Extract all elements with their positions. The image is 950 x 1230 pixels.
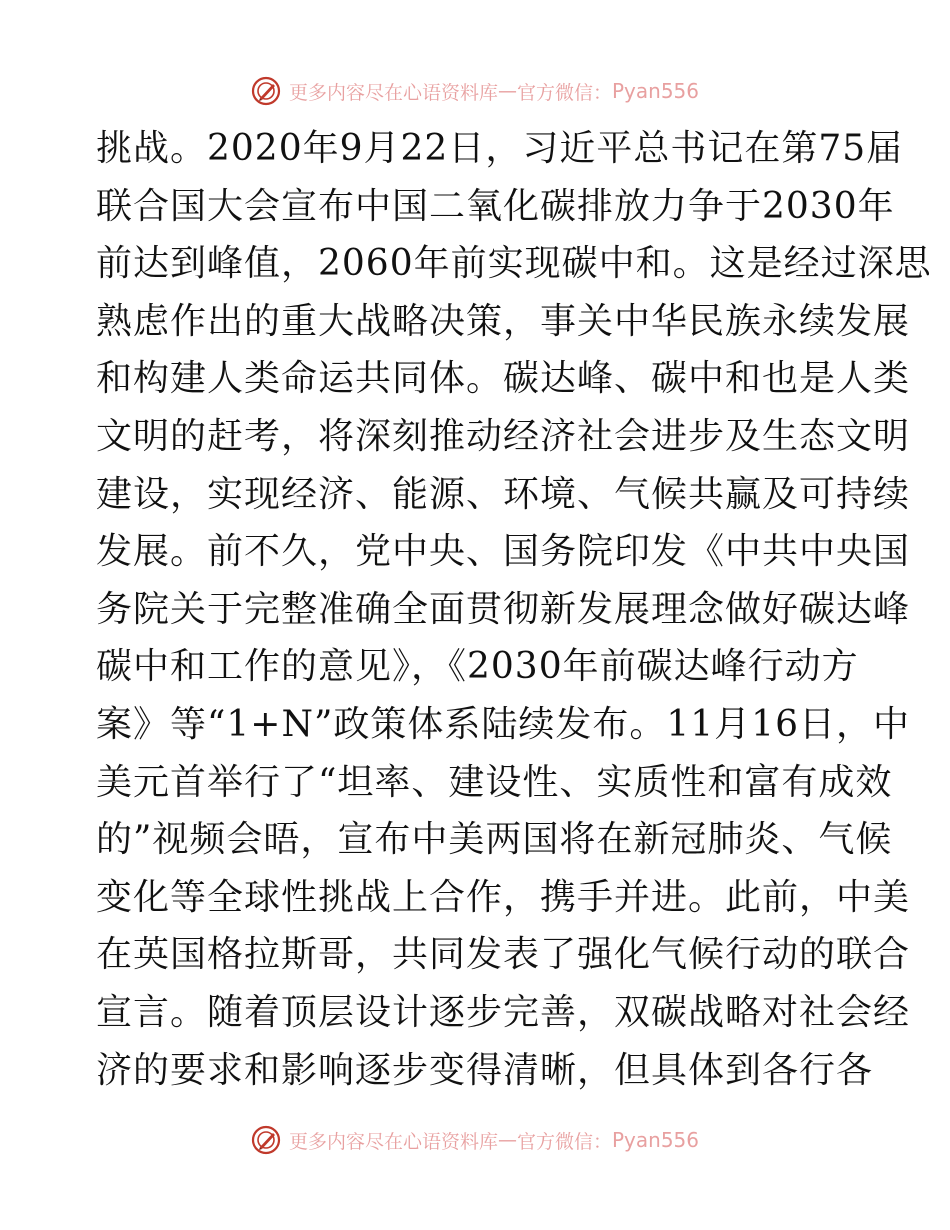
body-line-1: 挑战。2020年9月22日，习近平总书记在第75届 bbox=[96, 128, 904, 169]
body-line-3: 前达到峰值，2060年前实现碳中和。这是经过深思 bbox=[96, 243, 932, 285]
body-line-13: 的”视频会晤，宣布中美两国将在新冠肺炎、气候 bbox=[96, 819, 893, 861]
body-line-11: 案》等“1+N”政策体系陆续发布。11月16日，中 bbox=[96, 703, 910, 745]
footer-official-label: 官方微信： bbox=[516, 1130, 612, 1153]
body-line-8: 发展。前不久，党中央、国务院印发《中共中央国 bbox=[96, 531, 911, 573]
header-official-label: 官方微信： bbox=[516, 81, 612, 104]
body-line-2: 联合国大会宣布中国二氧化碳排放力争于2030年 bbox=[96, 185, 895, 227]
header-watermark-banner bbox=[0, 74, 950, 108]
body-line-15: 在英国格拉斯哥，共同发表了强化气候行动的联合 bbox=[96, 934, 911, 976]
body-line-10: 碳中和工作的意见》，《2030年前碳达峰行动方 bbox=[96, 646, 859, 688]
document-body bbox=[96, 120, 932, 1099]
body-line-5: 和构建人类命运共同体。碳达峰、碳中和也是人类 bbox=[96, 358, 911, 400]
body-line-4: 熟虑作出的重大战略决策，事关中华民族永续发展 bbox=[96, 300, 911, 342]
footer-watermark-banner bbox=[0, 1123, 950, 1157]
body-line-6: 文明的赶考，将深刻推动经济社会进步及生态文明 bbox=[96, 415, 911, 457]
header-wechat-handle: Pyan556 bbox=[612, 79, 700, 103]
footer-wechat-handle: Pyan556 bbox=[612, 1128, 700, 1152]
header-promo-text: 更多内容尽在心语资料库 bbox=[288, 81, 498, 104]
footer-dash: — bbox=[497, 1129, 517, 1151]
body-line-9: 务院关于完整准确全面贯彻新发展理念做好碳达峰 bbox=[96, 588, 911, 630]
footer-promo-text: 更多内容尽在心语资料库 bbox=[288, 1130, 498, 1153]
pen-logo-icon bbox=[251, 76, 281, 106]
body-line-7: 建设，实现经济、能源、环境、气候共赢及可持续 bbox=[96, 473, 911, 515]
body-line-14: 变化等全球性挑战上合作，携手并进。此前，中美 bbox=[96, 876, 911, 918]
header-dash: — bbox=[497, 80, 517, 102]
pen-logo-icon bbox=[251, 1125, 281, 1155]
body-line-16: 宣言。随着顶层设计逐步完善，双碳战略对社会经 bbox=[96, 991, 911, 1033]
body-line-12: 美元首举行了“坦率、建设性、实质性和富有成效 bbox=[96, 761, 893, 803]
body-line-17: 济的要求和影响逐步变得清晰，但具体到各行各 bbox=[96, 1049, 874, 1091]
